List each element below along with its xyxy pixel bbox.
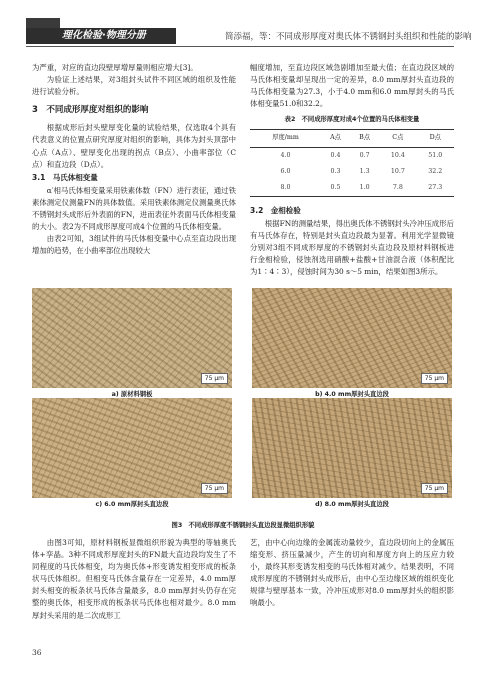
table-cell: 4.0 xyxy=(280,151,291,159)
scale-bar: 75 μm xyxy=(201,373,228,384)
micrograph-a xyxy=(32,288,232,388)
table-cell: 8.0 xyxy=(250,180,321,197)
paragraph: 为严重，对应的直边段壁厚增厚量则相应增大[3]。 xyxy=(32,63,198,72)
scale-bar: 75 μm xyxy=(201,483,228,494)
table-cell: 27.3 xyxy=(417,180,454,197)
table-header: A点 xyxy=(321,130,350,147)
paragraph: 为验证上述结果，对3组封头试件不同区域的组织及性能进行试验分析。 xyxy=(32,75,236,97)
right-column xyxy=(250,62,454,278)
table-cell: 32.2 xyxy=(428,167,443,175)
table-cell: 7.8 xyxy=(379,180,416,197)
table-cell: 10.4 xyxy=(390,151,405,159)
paragraph: 根据FN的测量结果，得出奥氏体不锈钢封头冷冲压成形后有马氏体存在，特别是封头直边段最为显著。利用光学显微镜分别对3组不同成形厚度的不锈钢封头直边段及原材料钢板进行金相检验，侵蚀剂选用硝酸+盐酸+甘油混合液（体积配比为1∶4∶3），侵蚀时间为30 s～5 min，结果如图3所示。 xyxy=(250,218,454,277)
martensite-table xyxy=(250,129,454,196)
subfigure-caption: b) 4.0 mm厚封头直边段 xyxy=(315,391,389,398)
table-row xyxy=(250,164,454,180)
table-cell: 0.3 xyxy=(330,167,341,175)
left-column xyxy=(32,62,236,257)
table-cell: 10.7 xyxy=(390,167,405,175)
table-row xyxy=(250,180,454,197)
page-header xyxy=(0,0,480,50)
paragraph: 艺，由中心向边缘的金属流动量较少，直边段切向上的金属压缩变形、挤压量减少，产生的切向和厚度方向上的压应力较小，最终其形变诱发相变的马氏体相对减少。结果表明，不同成形厚度的不锈钢封头成形后，由中心至边缘区域的组织变化规律与壁厚基本一致，冷冲压成形对8.0 mm厚封头的组织影响最小。 xyxy=(250,538,454,608)
journal-logo-text: 理化检验·物理分册 xyxy=(62,30,146,41)
figure-3 xyxy=(32,288,454,508)
table-cell: 0.5 xyxy=(321,180,350,197)
bottom-left-column xyxy=(32,537,236,622)
table-header: D点 xyxy=(417,130,454,147)
table-cell: 1.3 xyxy=(359,167,370,175)
scale-bar: 75 μm xyxy=(421,373,448,384)
section-heading: 3 不同成形厚度对组织的影响 xyxy=(32,105,149,116)
running-title: 简添福，等：不同成形厚度对奥氏体不锈钢封头组织和性能的影响 xyxy=(225,32,472,42)
table-row xyxy=(250,147,454,164)
micrograph-d xyxy=(252,398,452,498)
subfigure-caption: c) 6.0 mm厚封头直边段 xyxy=(95,501,169,508)
paragraph: 根据成形后封头壁厚变化量的试验结果，仅选取4个具有代表意义的位置点研究厚度对组织的影响，具体为封头顶部中心点（A点）、壁厚变化出现的拐点（B点）、小曲率部位（C点）和直边段（D点）。 xyxy=(32,123,236,169)
table-cell: 0.4 xyxy=(330,151,341,159)
micrograph-b xyxy=(252,288,452,388)
table-caption: 表2 不同成形厚度对成4个位置的马氏体相变量 xyxy=(284,116,420,124)
table-header: B点 xyxy=(350,130,379,147)
page-number: 36 xyxy=(32,648,42,657)
paragraph: 由表2可知，3组试件的马氏体相变量中心点至直边段出现增加的趋势，在小曲率部位出现较大 xyxy=(32,234,236,256)
table-header: C点 xyxy=(379,130,416,147)
figure-caption: 图3 不同成形厚度不锈钢封头直边段显微组织形貌 xyxy=(171,522,315,529)
subfigure-caption: a) 原材料钢板 xyxy=(111,391,153,398)
subsection-heading: 3.1 马氏体相变量 xyxy=(32,172,98,182)
table-header: 厚度/mm xyxy=(250,130,321,147)
subfigure-caption: d) 8.0 mm厚封头直边段 xyxy=(315,501,389,508)
paragraph: α′相马氏体相变量采用铁素体数（FN）进行表征，通过铁素体测定仪测量FN的具体数值。采用铁素体测定仪测量奥氏体不锈钢封头成形后外表面的FN，进而表征外表面马氏体相变量的大小。表2为不同成形厚度可成4个位置的马氏体相变量。 xyxy=(32,185,236,232)
bottom-right-column xyxy=(250,537,454,610)
table-cell: 1.0 xyxy=(350,180,379,197)
table-cell: 6.0 xyxy=(280,167,291,175)
paragraph: 幅度增加，至直边段区域急剧增加至最大值；在直边段区域的马氏体相变量却呈现出一定的差异，8.0 mm厚封头直边段的马氏体相变量为27.3，小于4.0 mm和6.0 mm厚封头的马氏体相变量51.0和32.2。 xyxy=(250,63,454,109)
paragraph: 由图3可知，原材料钢板显微组织形貌为典型的等轴奥氏体+孪晶。3种不同成形厚度封头的FN最大直边段均发生了不同程度的马氏体相变，均为奥氏体+形变诱发相变形成的板条状马氏体组织。但相变马氏体含量存在一定差异，4.0 mm厚封头相变的板条状马氏体含量最多，8.0 mm厚封头仍存在完整的奥氏体，相变形成的板条状马氏体也相对最少。8.0 mm厚封头采用的是二次成形工 xyxy=(32,538,236,620)
micrograph-c xyxy=(32,398,232,498)
header-rule xyxy=(26,46,454,47)
table-cell: 0.7 xyxy=(359,151,370,159)
subsection-heading: 3.2 金相检验 xyxy=(250,205,301,215)
scale-bar: 75 μm xyxy=(421,483,448,494)
table-cell: 51.0 xyxy=(428,151,443,159)
